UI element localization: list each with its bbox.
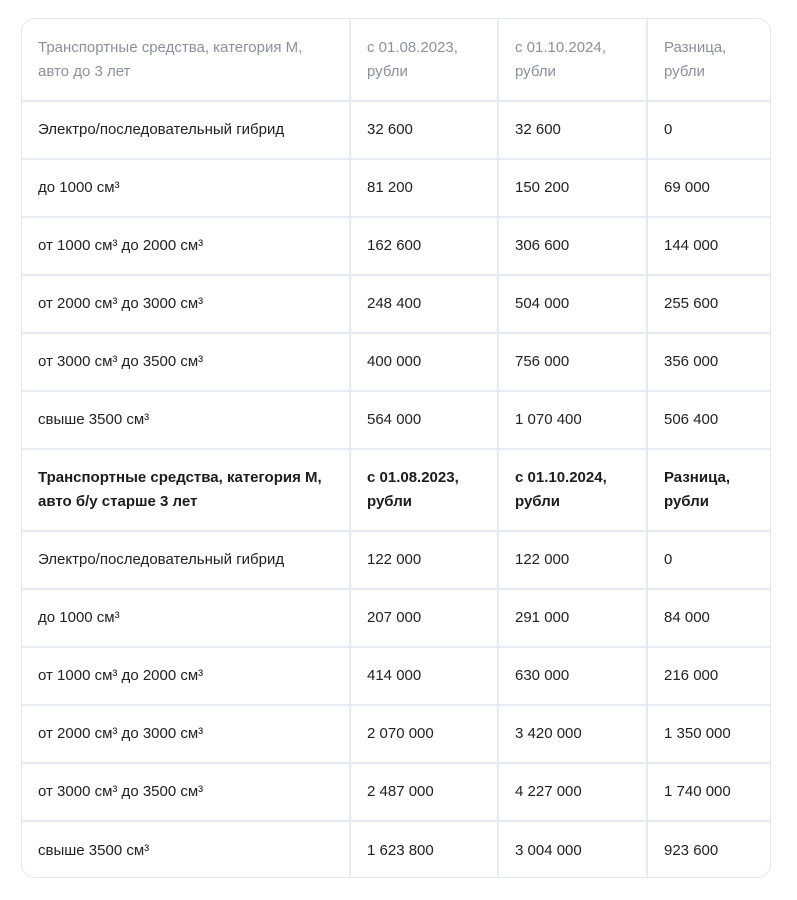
cell-value-2023: 122 000	[350, 531, 498, 589]
cell-value-2023: 1 623 800	[350, 821, 498, 878]
cell-category: Электро/последовательный гибрид	[22, 101, 350, 159]
cell-difference: 84 000	[647, 589, 771, 647]
cell-value-2024: 3 004 000	[498, 821, 647, 878]
table-row	[22, 589, 771, 647]
cell-difference: 923 600	[664, 841, 719, 859]
cell-value-2024: 1 070 400	[498, 391, 647, 449]
fee-table-card	[21, 18, 771, 878]
cell-value-2023: 81 200	[350, 159, 498, 217]
header-difference: Разница, рубли	[647, 19, 771, 101]
cell-value-2023: 2 070 000	[350, 705, 498, 763]
cell-value-2024: 291 000	[498, 589, 647, 647]
header-from-2023: с 01.08.2023, рубли	[350, 19, 498, 101]
header-difference: Разница, рубли	[647, 449, 771, 531]
cell-value-2023: 32 600	[350, 101, 498, 159]
cell-value-2023: 162 600	[350, 217, 498, 275]
table-row	[22, 217, 771, 275]
cell-category: от 3000 см³ до 3500 см³	[22, 763, 350, 821]
table-row	[22, 391, 771, 449]
cell-value-2023: 207 000	[350, 589, 498, 647]
cell-category: от 1000 см³ до 2000 см³	[22, 217, 350, 275]
cell-difference: 0	[647, 101, 771, 159]
cell-value-2024: 122 000	[498, 531, 647, 589]
cell-value-2023: 400 000	[350, 333, 498, 391]
cell-category: до 1000 см³	[22, 159, 350, 217]
cell-difference: 255 600	[647, 275, 771, 333]
header-from-2024: с 01.10.2024, рубли	[498, 449, 647, 531]
cell-category: от 1000 см³ до 2000 см³	[22, 647, 350, 705]
table-row	[22, 647, 771, 705]
cell-difference: 144 000	[647, 217, 771, 275]
cell-category: до 1000 см³	[22, 589, 350, 647]
header-vehicle-category: Транспортные средства, категория М, авто б/у старше 3 лет	[22, 449, 350, 531]
table-row	[22, 159, 771, 217]
cell-difference: 216 000	[647, 647, 771, 705]
cell-category: от 2000 см³ до 3000 см³	[22, 705, 350, 763]
cell-category: от 2000 см³ до 3000 см³	[22, 275, 350, 333]
cell-value-2023: 564 000	[350, 391, 498, 449]
fee-table	[22, 19, 771, 878]
cell-value-2024: 150 200	[498, 159, 647, 217]
cell-value-2023: 248 400	[350, 275, 498, 333]
cell-value-2024: 3 420 000	[498, 705, 647, 763]
table-header-row	[22, 19, 771, 101]
cell-value-2024: 306 600	[498, 217, 647, 275]
cell-value-2024: 630 000	[498, 647, 647, 705]
cell-value-2024: 32 600	[498, 101, 647, 159]
cell-value-2024: 504 000	[498, 275, 647, 333]
header-from-2023: с 01.08.2023, рубли	[350, 449, 498, 531]
cell-category: Электро/последовательный гибрид	[22, 531, 350, 589]
section-header-row	[22, 449, 771, 531]
table-row	[22, 531, 771, 589]
cell-value-2023: 414 000	[350, 647, 498, 705]
table-row	[22, 333, 771, 391]
cell-category: свыше 3500 см³	[22, 821, 350, 878]
cell-value-2023: 2 487 000	[350, 763, 498, 821]
cell-difference: 69 000	[647, 159, 771, 217]
table-row	[22, 705, 771, 763]
cell-value-2024: 756 000	[498, 333, 647, 391]
cell-difference: 356 000	[647, 333, 771, 391]
table-row	[22, 763, 771, 821]
header-vehicle-category: Транспортные средства, категория М, авто до 3 лет	[22, 19, 350, 101]
cell-category: свыше 3500 см³	[22, 391, 350, 449]
cell-value-2024: 4 227 000	[498, 763, 647, 821]
header-from-2024: с 01.10.2024, рубли	[498, 19, 647, 101]
cell-difference: 0	[647, 531, 771, 589]
cell-difference: 1 350 000	[647, 705, 771, 763]
table-row	[22, 101, 771, 159]
cell-difference: 506 400	[647, 391, 771, 449]
cell-difference: 1 740 000	[647, 763, 771, 821]
table-row	[22, 821, 771, 878]
cell-category: от 3000 см³ до 3500 см³	[22, 333, 350, 391]
table-row	[22, 275, 771, 333]
